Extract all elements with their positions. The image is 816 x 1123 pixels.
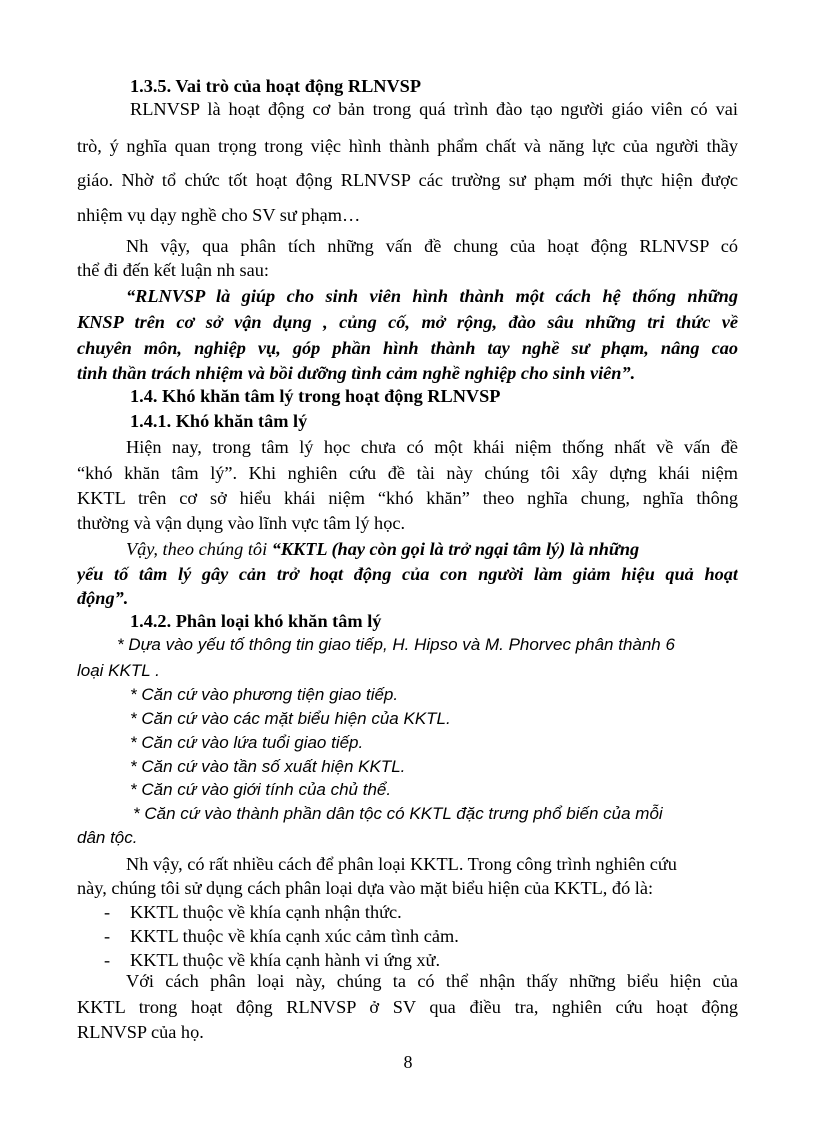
body-line: Nh vậy, qua phân tích những vấn đề chung của hoạt động RLNVSP có (126, 236, 738, 256)
quote-line: “RLNVSP là giúp cho sinh viên hình thành một cách hệ thống những (126, 286, 738, 306)
body-line: KKTL trong hoạt động RLNVSP ở SV qua điều tra, nghiên cứu hoạt động (77, 997, 738, 1017)
quote-line: KNSP trên cơ sở vận dụng , củng cố, mở rộng, đào sâu những tri thức về (77, 312, 738, 332)
body-line: giáo. Nhờ tổ chức tốt hoạt động RLNVSP các trường sư phạm mới thực hiện được (77, 170, 738, 190)
classification-item: * Căn cứ vào giới tính của chủ thể. (130, 780, 392, 799)
classification-intro: loại KKTL . (77, 661, 160, 680)
classification-item: dân tộc. (77, 828, 138, 847)
heading-1-4-2: 1.4.2. Phân loại khó khăn tâm lý (130, 611, 382, 631)
classification-intro: * Dựa vào yếu tố thông tin giao tiếp, H. Hipso và M. Phorvec phân thành 6 (117, 635, 675, 654)
list-dash: - (104, 902, 111, 922)
body-line: Với cách phân loại này, chúng ta có thể nhận thấy những biểu hiện của (126, 971, 738, 991)
body-line: nhiệm vụ dạy nghề cho SV sư phạm… (77, 205, 361, 225)
body-line: thường và vận dụng vào lĩnh vực tâm lý học. (77, 513, 406, 533)
classification-item: * Căn cứ vào thành phần dân tộc có KKTL đặc trưng phổ biến của mỗi (133, 804, 663, 823)
body-line: RLNVSP là hoạt động cơ bản trong quá trình đào tạo người giáo viên có vai (130, 99, 738, 119)
body-line: này, chúng tôi sử dụng cách phân loại dựa vào mặt biểu hiện của KKTL, đó là: (77, 878, 654, 898)
classification-item: * Căn cứ vào các mặt biểu hiện của KKTL. (130, 709, 451, 728)
body-line: Nh vậy, có rất nhiều cách để phân loại KKTL. Trong công trình nghiên cứu (126, 854, 677, 874)
definition-line (126, 537, 738, 561)
quote-line: tinh thần trách nhiệm và bồi dưỡng tình cảm nghề nghiệp cho sinh viên”. (77, 363, 636, 383)
page-number: 8 (403, 1052, 413, 1072)
body-line: KKTL trên cơ sở hiểu khái niệm “khó khăn” theo nghĩa chung, nghĩa thông (77, 488, 738, 508)
list-item: KKTL thuộc về khía cạnh hành vi ứng xử. (130, 950, 441, 970)
heading-1-3-5: 1.3.5. Vai trò của hoạt động RLNVSP (130, 76, 422, 96)
heading-1-4: 1.4. Khó khăn tâm lý trong hoạt động RLNVSP (130, 386, 501, 406)
classification-item: * Căn cứ vào lứa tuổi giao tiếp. (130, 733, 364, 752)
definition-lead: Vậy, theo chúng tôi (126, 539, 272, 559)
quote-line: chuyên môn, nghiệp vụ, góp phần hình thành tay nghề sư phạm, nâng cao (77, 338, 738, 358)
list-dash: - (104, 926, 111, 946)
body-line: Hiện nay, trong tâm lý học chưa có một khái niệm thống nhất về vấn đề (126, 437, 738, 457)
definition-emphasis: “KKTL (hay còn gọi là trở ngại tâm lý) là những (271, 539, 640, 559)
definition-line: động”. (77, 588, 129, 608)
definition-line: yếu tố tâm lý gây cản trở hoạt động của con người làm giảm hiệu quả hoạt (77, 564, 738, 584)
list-dash: - (104, 950, 111, 970)
classification-item: * Căn cứ vào tần số xuất hiện KKTL. (130, 757, 406, 776)
list-item: KKTL thuộc về khía cạnh xúc cảm tình cảm. (130, 926, 459, 946)
body-line: “khó khăn tâm lý”. Khi nghiên cứu đề tài này chúng tôi xây dựng khái niệm (77, 463, 738, 483)
classification-item: * Căn cứ vào phương tiện giao tiếp. (130, 685, 399, 704)
heading-1-4-1: 1.4.1. Khó khăn tâm lý (130, 411, 308, 431)
body-line: RLNVSP của họ. (77, 1022, 204, 1042)
body-line: thể đi đến kết luận nh sau: (77, 260, 269, 280)
list-item: KKTL thuộc về khía cạnh nhận thức. (130, 902, 402, 922)
body-line: trò, ý nghĩa quan trọng trong việc hình thành phẩm chất và năng lực của người thầy (77, 136, 738, 156)
